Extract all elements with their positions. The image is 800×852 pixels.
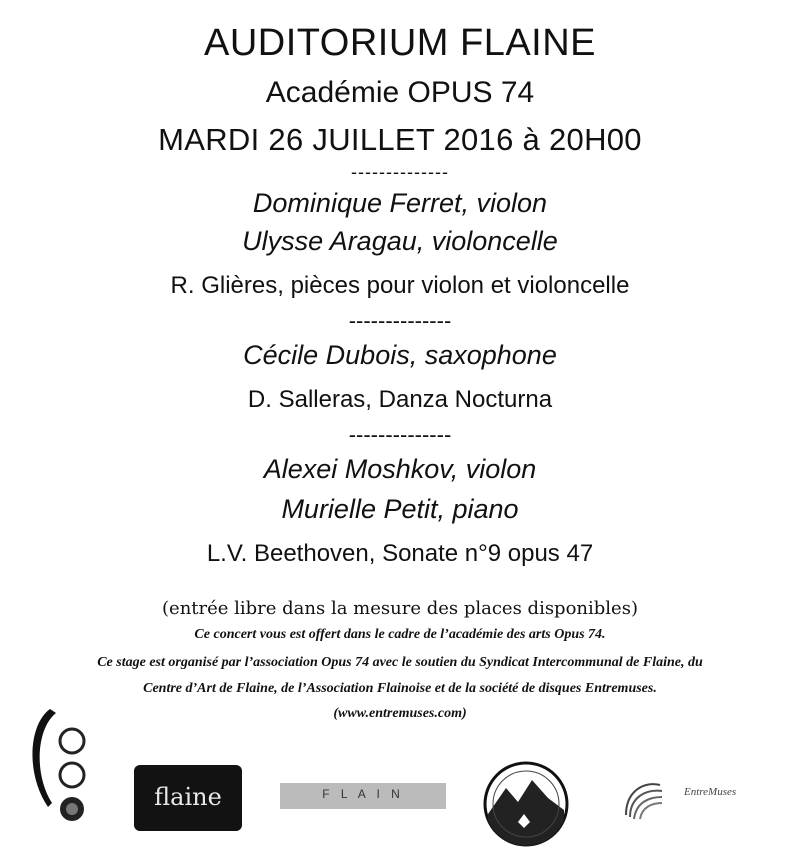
centre-art-logo <box>280 783 446 809</box>
separator: -------------- <box>348 308 452 333</box>
academy-subtitle: Académie OPUS 74 <box>265 76 535 109</box>
piece: D. Salleras, Danza Nocturna <box>247 386 553 413</box>
performer: Alexei Moshkov, violon <box>263 454 537 484</box>
footer-note: Ce concert vous est offert dans le cadre de l’académie des arts Opus 74. <box>194 627 606 642</box>
performer: Cécile Dubois, saxophone <box>243 340 557 370</box>
concert-date: MARDI 26 JUILLET 2016 à 20H00 <box>158 122 642 157</box>
separator: -------------- <box>348 422 452 447</box>
performer: Murielle Petit, piano <box>281 494 519 524</box>
separator: -------------- <box>351 162 449 182</box>
venue-title: AUDITORIUM FLAINE <box>203 22 597 64</box>
footer-url: (www.entremuses.com) <box>333 706 467 721</box>
footer-note: Ce stage est organisé par l’association Opus 74 avec le soutien du Syndicat Intercommunal de Flaine, du <box>97 655 703 670</box>
flaine-logo-text: flaine <box>154 783 222 811</box>
piece: L.V. Beethoven, Sonate n°9 opus 47 <box>206 540 594 567</box>
performer: Dominique Ferret, violon <box>252 188 548 218</box>
centre-art-logo-text: F L A I N <box>322 787 404 801</box>
opus74-logo-icon <box>22 705 92 845</box>
flaine-logo <box>134 765 242 831</box>
performer: Ulysse Aragau, violoncelle <box>242 226 558 256</box>
footer-note: Centre d’Art de Flaine, de l’Association Flainoise et de la société de disques Entremuses. <box>143 681 657 696</box>
entremuses-logo-icon <box>620 775 668 823</box>
piece: R. Glières, pièces pour violon et violoncelle <box>170 272 630 299</box>
entry-note: (entrée libre dans la mesure des places disponibles) <box>162 598 638 619</box>
association-badge-icon <box>482 760 570 848</box>
entremuses-logo-text: EntreMuses <box>684 786 737 798</box>
